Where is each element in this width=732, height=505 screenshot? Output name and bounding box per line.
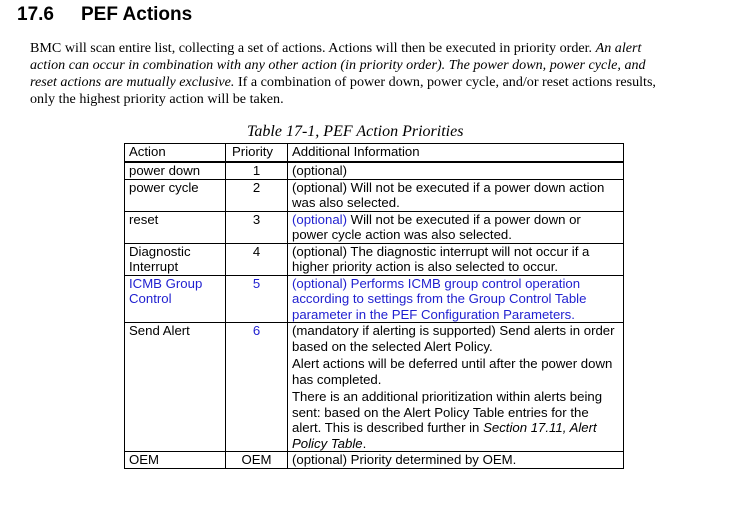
para-text-1: BMC will scan entire list, collecting a set of actions. Actions will then be executed in priority order.	[30, 40, 593, 56]
cell-priority: 3	[226, 211, 288, 243]
table-header-row	[125, 144, 624, 163]
info-optional-link: (optional)	[292, 211, 347, 227]
cell-action: reset	[125, 211, 226, 243]
para-text-3: If a combination of power down, power cycle, and/or reset actions results,	[237, 74, 656, 90]
info-text-end: .	[362, 435, 367, 451]
cell-action: power cycle	[125, 179, 226, 211]
section-reference: Section 17.11, Alert Policy Table	[292, 420, 597, 451]
header-action: Action	[125, 144, 226, 163]
table-row	[125, 179, 624, 211]
cell-action: Diagnostic Interrupt	[125, 243, 226, 275]
cell-info: (optional) Will not be executed if a power down action was also selected.	[288, 179, 624, 211]
table-row	[125, 243, 624, 275]
info-paragraph: (mandatory if alerting is supported) Send alerts in order based on the selected Alert Policy.	[292, 323, 615, 354]
cell-priority: 2	[226, 179, 288, 211]
cell-priority: 1	[226, 162, 288, 179]
para-italic-1: An alert	[595, 40, 642, 56]
table-row	[125, 162, 624, 179]
para-italic-3: reset actions are mutually exclusive.	[30, 74, 235, 90]
section-title: PEF Actions	[81, 4, 193, 25]
cell-info	[288, 211, 624, 243]
section-number: 17.6	[17, 4, 54, 25]
table-row	[125, 323, 624, 452]
info-paragraph	[292, 389, 619, 451]
table-row	[125, 211, 624, 243]
cell-action: OEM	[125, 452, 226, 469]
table-row	[125, 275, 624, 323]
cell-priority: 5	[226, 275, 288, 323]
cell-info: (optional)	[288, 162, 624, 179]
cell-action: ICMB Group Control	[125, 275, 226, 323]
table-row	[125, 452, 624, 469]
cell-priority: 6	[226, 323, 288, 452]
cell-priority: OEM	[226, 452, 288, 469]
table-caption: Table 17-1, PEF Action Priorities	[247, 123, 464, 140]
cell-action: Send Alert	[125, 323, 226, 452]
info-text: There is an additional prioritization within alerts being sent: based on the Alert Policy Table entries for the alert. This is described further in	[292, 389, 603, 435]
cell-priority: 4	[226, 243, 288, 275]
cell-info: (optional) The diagnostic interrupt will not occur if a higher priority action is also selected to occur.	[288, 243, 624, 275]
cell-info: (optional) Performs ICMB group control operation according to settings from the Group Control Table parameter in the PEF Configuration Parameters.	[288, 275, 624, 323]
para-italic-2: action can occur in combination with any other action (in priority order). The power down, power cycle, and	[30, 57, 646, 73]
info-paragraph: Alert actions will be deferred until after the power down has completed.	[292, 356, 613, 387]
header-info: Additional Information	[288, 144, 624, 163]
cell-action: power down	[125, 162, 226, 179]
info-text: Will not be executed if a power down or power cycle action was also selected.	[292, 211, 581, 242]
cell-info: (optional) Priority determined by OEM.	[288, 452, 624, 469]
header-priority: Priority	[226, 144, 288, 163]
cell-info	[288, 323, 624, 452]
intro-paragraph	[30, 40, 720, 108]
para-text-4: only the highest priority action will be taken.	[30, 91, 284, 107]
section-heading	[17, 4, 192, 26]
pef-action-priorities-table	[124, 143, 624, 469]
